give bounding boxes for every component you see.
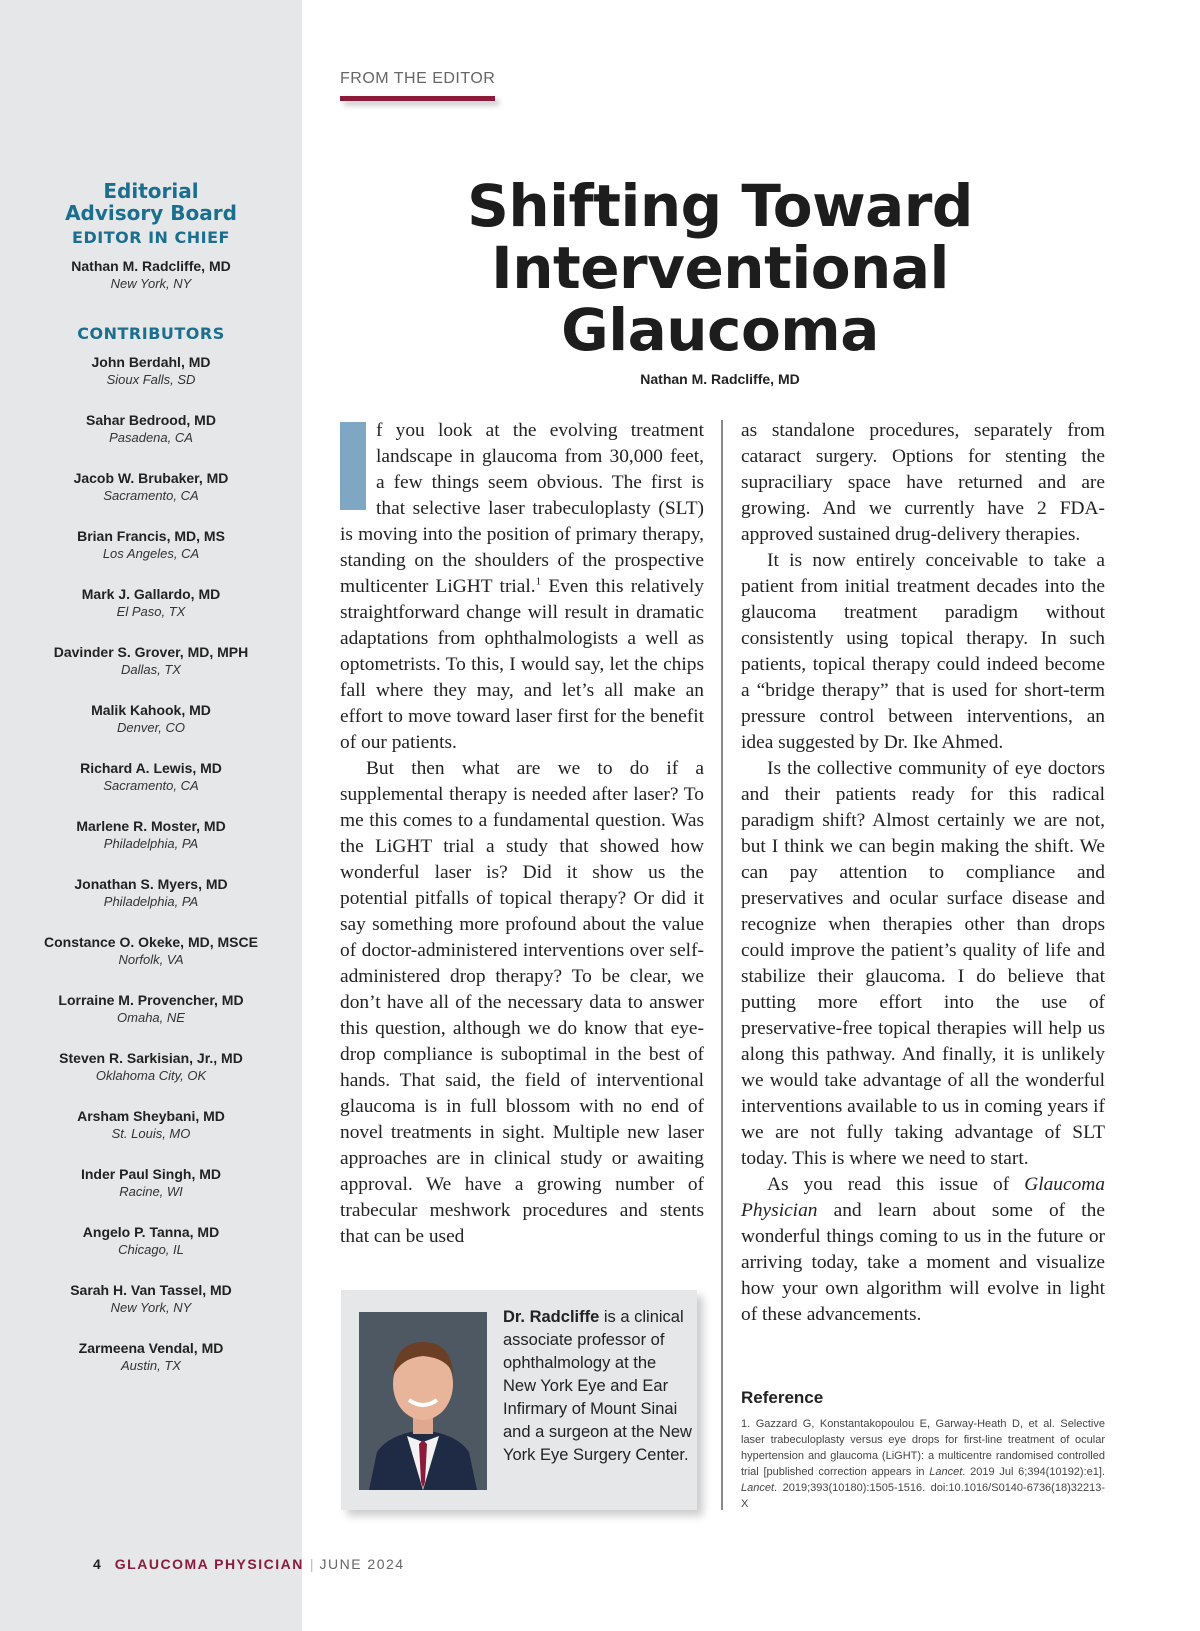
contributor-name: Inder Paul Singh, MD xyxy=(80,1166,221,1182)
contributor-entry xyxy=(0,1049,302,1085)
text: Even this relatively straightforward change will result in dramatic adaptations from ophthalmologists a well as optometrists. To this, I would say, let the chips fall where they may, and let’s all make an effort to move toward laser first for the benefit of our patients. xyxy=(340,576,704,753)
headline-line3: Glaucoma xyxy=(561,296,879,364)
footer-separator: | xyxy=(309,1556,314,1572)
contributor-location: Philadelphia, PA xyxy=(103,894,199,909)
contributor-name: Sarah H. Van Tassel, MD xyxy=(70,1282,232,1298)
reference-heading: Reference xyxy=(741,1388,824,1407)
contributor-location: Norfolk, VA xyxy=(118,952,184,967)
contributor-entry xyxy=(0,411,302,447)
article-column-2 xyxy=(741,418,1105,1328)
drop-cap-bar xyxy=(340,422,366,510)
reference-text xyxy=(741,1416,1105,1512)
contributor-name: Sahar Bedrood, MD xyxy=(86,412,216,428)
journal-name: Lancet xyxy=(929,1466,963,1478)
headline-line2: Interventional xyxy=(491,234,949,302)
journal-name: Lancet xyxy=(741,1482,775,1494)
paragraph: It is now entirely conceivable to take a patient from initial treatment decades into the glaucoma treatment paradigm without consistently using topical therapy. In such patients, topical therapy could indeed become a “bridge therapy” that is used for short-term pressure control between interventions, an idea suggested by Dr. Ike Ahmed. xyxy=(741,550,1105,753)
paragraph: But then what are we to do if a supplemental therapy is needed after laser? To me this comes to a fundamental question. Was the LiGHT trial a study that showed how wonderful laser is? Did it show us the potential pitfalls of topical therapy? Or did it say something more profound about the value of doctor-administered interventions over self-administered drop therapy? To be clear, we don’t have all of the necessary data to answer this question, although we do know that eye-drop compliance is suboptimal in the best of hands. That said, the field of interventional glaucoma is in full blossom with no end of novel treatments in sight. Multiple new laser approaches are in clinical study or awaiting approval. We have a growing number of trabecular meshwork procedures and stents that can be used xyxy=(340,758,704,1247)
contributor-entry xyxy=(0,1339,302,1375)
contributor-entry xyxy=(0,643,302,679)
page-number: 4 xyxy=(93,1556,101,1572)
author-photo xyxy=(359,1312,487,1490)
contributor-name: Lorraine M. Provencher, MD xyxy=(58,992,244,1008)
editor-entry xyxy=(0,257,302,293)
contributor-name: Brian Francis, MD, MS xyxy=(77,528,225,544)
byline: Nathan M. Radcliffe, MD xyxy=(640,371,800,387)
contributor-location: New York, NY xyxy=(110,1300,192,1315)
contributor-entry xyxy=(0,701,302,737)
article-column-1 xyxy=(340,418,704,1250)
contributor-location: Oklahoma City, OK xyxy=(95,1068,207,1083)
contributor-entry xyxy=(0,875,302,911)
contributor-entry xyxy=(0,1165,302,1201)
contributor-entry xyxy=(0,817,302,853)
contributor-entry xyxy=(0,1281,302,1317)
contributors-list xyxy=(0,320,302,1397)
section-kicker: FROM THE EDITOR xyxy=(340,70,496,87)
contributor-location: Philadelphia, PA xyxy=(103,836,199,851)
contributor-name: Zarmeena Vendal, MD xyxy=(78,1340,224,1356)
board-title-line2: Advisory Board xyxy=(65,201,237,225)
contributor-location: Sacramento, CA xyxy=(103,488,199,503)
contributor-location: Austin, TX xyxy=(121,1358,181,1373)
text: 1. Gazzard G, Konstantakopoulou E, Garway-Heath D, et al. Selective laser trabeculoplasty versus eye drops for first-line treatment of ocular hypertension and glaucoma (LiGHT): a multicentre randomised controlled trial [published correction appears in xyxy=(741,1418,1105,1478)
bio-name: Dr. Radcliffe xyxy=(503,1308,600,1326)
column-divider xyxy=(721,420,723,1510)
contributor-entry xyxy=(0,1223,302,1259)
contributor-location: Denver, CO xyxy=(117,720,185,735)
paragraph: Is the collective community of eye doctors and their patients ready for this radical paradigm shift? Almost certainly we are not, but I think we can begin making the shift. We can pay attention to compliance and preservatives and ocular surface disease and recognize when therapies other than drops could improve the patient’s quality of life and stabilize their glaucoma. I do believe that putting more effort into the use of preservative-free topical therapies will help us along this pathway. And finally, it is unlikely we would take advantage of all the wonderful interventions available to us in coming years if we are not fully taking advantage of SLT today. This is where we need to start. xyxy=(741,758,1105,1169)
contributor-entry xyxy=(0,585,302,621)
editor-location: New York, NY xyxy=(110,276,192,291)
contributor-location: Racine, WI xyxy=(119,1184,183,1199)
text: . 2019 Jul 6;394(10192):e1]. xyxy=(962,1466,1105,1478)
board-title-line1: Editorial xyxy=(103,179,199,203)
contributor-location: Dallas, TX xyxy=(121,662,181,677)
paragraph xyxy=(340,418,704,756)
text: As you read this issue of xyxy=(767,1174,1025,1195)
text: . 2019;393(10180):1505-1516. doi:10.1016/S0140-6736(18)32213-X xyxy=(741,1482,1105,1510)
contributor-location: Chicago, IL xyxy=(118,1242,184,1257)
footnote-marker: 1 xyxy=(535,575,542,588)
contributor-name: Malik Kahook, MD xyxy=(91,702,211,718)
magazine-name: GLAUCOMA PHYSICIAN xyxy=(114,1556,304,1572)
contributor-name: Richard A. Lewis, MD xyxy=(80,760,222,776)
contributor-location: Pasadena, CA xyxy=(109,430,193,445)
contributor-name: Jacob W. Brubaker, MD xyxy=(73,470,229,486)
contributor-entry xyxy=(0,991,302,1027)
contributors-label: CONTRIBUTORS xyxy=(77,324,225,343)
issue-date: JUNE 2024 xyxy=(319,1556,405,1572)
contributor-name: Jonathan S. Myers, MD xyxy=(74,876,228,892)
text: and learn about some of the wonderful things coming to us in the future or arriving today, take a moment and visualize how your own algorithm will evolve in light of these advancements. xyxy=(741,1200,1105,1325)
contributor-entry xyxy=(0,469,302,505)
kicker-underline xyxy=(340,96,495,101)
author-bio-box xyxy=(341,1290,697,1510)
contributor-location: El Paso, TX xyxy=(116,604,186,619)
contributor-name: Marlene R. Moster, MD xyxy=(76,818,226,834)
contributor-entry xyxy=(0,1107,302,1143)
bio-description: is a clinical associate professor of ophthalmology at the New York Eye and Ear Infirmary of Mount Sinai and a surgeon at the New York Eye Surgery Center. xyxy=(503,1308,692,1464)
paragraph xyxy=(741,1172,1105,1328)
author-bio-text xyxy=(503,1306,693,1467)
article-headline xyxy=(420,172,1020,364)
page-footer xyxy=(93,1556,405,1572)
contributor-entry xyxy=(0,353,302,389)
contributor-name: Mark J. Gallardo, MD xyxy=(81,586,221,602)
contributor-name: Davinder S. Grover, MD, MPH xyxy=(53,644,249,660)
contributor-entry xyxy=(0,527,302,563)
contributor-entry xyxy=(0,759,302,795)
contributor-location: Los Angeles, CA xyxy=(102,546,200,561)
contributor-location: Omaha, NE xyxy=(117,1010,185,1025)
contributor-name: John Berdahl, MD xyxy=(91,354,211,370)
contributor-location: Sacramento, CA xyxy=(103,778,199,793)
editor-name: Nathan M. Radcliffe, MD xyxy=(71,258,231,274)
contributor-location: Sioux Falls, SD xyxy=(106,372,196,387)
editorial-sidebar xyxy=(0,0,302,1631)
paragraph: as standalone procedures, separately from cataract surgery. Options for stenting the supraciliary space have returned and are growing. And we currently have 2 FDA-approved sustained drug-delivery therapies. xyxy=(741,420,1105,545)
magazine-title: Glaucoma Physician xyxy=(741,1174,1105,1221)
contributor-entry xyxy=(0,933,302,969)
contributor-location: St. Louis, MO xyxy=(111,1126,191,1141)
board-header xyxy=(0,180,302,293)
contributor-name: Angelo P. Tanna, MD xyxy=(82,1224,220,1240)
text: f you look at the evolving treatment landscape in glaucoma from 30,000 feet, a few things seem obvious. The first is that selective laser trabeculoplasty (SLT) is moving into the position of primary therapy, standing on the shoulders of the prospective multicenter LiGHT trial. xyxy=(340,420,704,597)
contributor-name: Constance O. Okeke, MD, MSCE xyxy=(44,934,258,950)
editor-label: EDITOR IN CHIEF xyxy=(72,228,230,247)
contributor-name: Arsham Sheybani, MD xyxy=(77,1108,225,1124)
contributor-name: Steven R. Sarkisian, Jr., MD xyxy=(59,1050,243,1066)
headline-line1: Shifting Toward xyxy=(467,172,973,240)
